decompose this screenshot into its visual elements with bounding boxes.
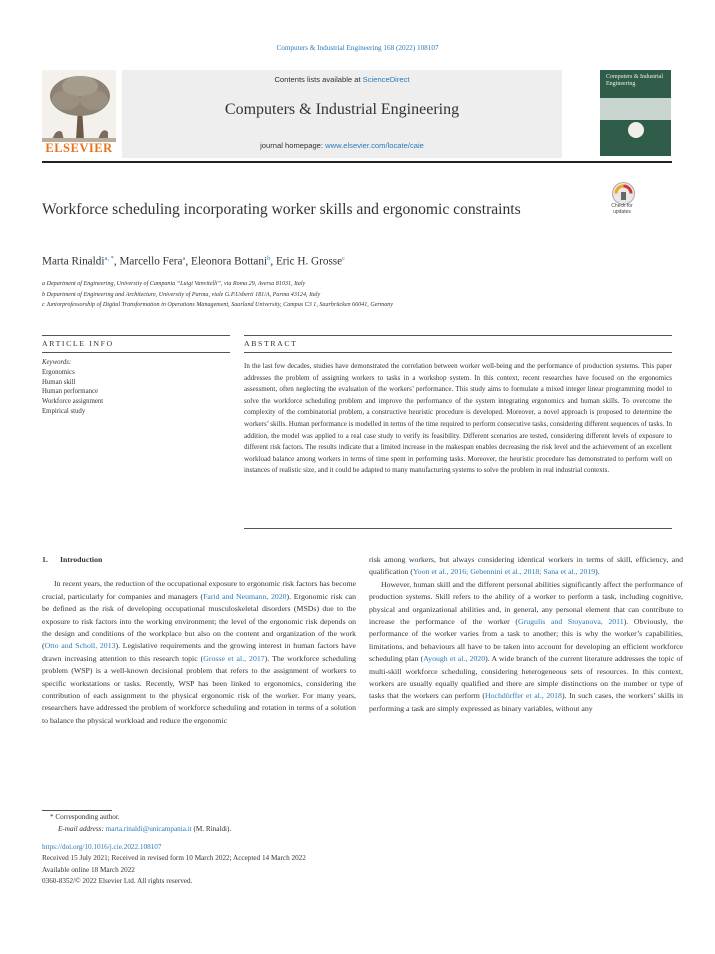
author-affiliation-marker[interactable]: b: [267, 255, 271, 262]
footnote-rule: [42, 810, 112, 811]
email-label: E-mail address:: [58, 824, 106, 833]
paragraph-text: ). The workforce scheduling problem (WSP) is a well-known decisional problem that refers to the assignment of workers to specific workstations or tasks. Recently, WSP has been linked to ergonomics, considering the contribution of each assignment to the physical ergonomic risk of the worker. For many years, researchers have addressed the problem of workforce scheduling and rotation in terms of a solution to balance the physical workload and reduce the ergonomic: [42, 653, 356, 725]
footnote: [42, 812, 442, 835]
author-affiliation-marker[interactable]: c: [342, 255, 346, 262]
citation-link[interactable]: Grosse et al., 2017: [203, 653, 265, 663]
check-updates-label: Check for updates: [611, 203, 633, 215]
journal-banner: [122, 70, 562, 158]
body-paragraphs-right: [369, 554, 683, 715]
keyword-item: Empirical study: [42, 407, 86, 415]
contents-line: [122, 75, 562, 84]
paragraph-text: ). Legislative requirements and the growing interest in human factors have drawn increasing attention to this research topic (: [42, 641, 356, 663]
received-dates: Received 15 July 2021; Received in revised form 10 March 2022; Accepted 14 March 2022: [42, 854, 306, 863]
journal-masthead: [42, 70, 670, 158]
affiliation-item: c Juniorprofessorship of Digital Transformation in Operations Management, Saarland University, Campus C3 1, Saarbrücken 66041, Germany: [42, 302, 394, 308]
homepage-line: [122, 141, 562, 150]
publisher-wordmark: ELSEVIER: [45, 141, 113, 155]
journal-cover-image: [600, 70, 671, 156]
paragraph-text: In recent years, the reduction of the occupational exposure to ergonomic risk factors has become crucial, particularly for companies and managers (: [42, 579, 356, 601]
author-affiliation-marker[interactable]: a, *: [104, 255, 114, 262]
abstract-end-rule: [244, 528, 672, 529]
citation-link[interactable]: Hochdörffer et al., 2018: [485, 691, 562, 701]
body-column-left: [42, 554, 356, 727]
email-link[interactable]: marta.rinaldi@unicampania.it: [105, 824, 192, 833]
email-suffix: (M. Rinaldi).: [191, 824, 232, 833]
masthead-divider: [42, 161, 672, 163]
paragraph-text: ). In such cases, the workers’ skills in performing a task are simply expressed as binary variables, without any: [369, 691, 684, 713]
elsevier-tree-icon: [42, 70, 116, 142]
affiliations: [42, 279, 672, 311]
citation-link[interactable]: Otto and Scholl, 2013: [44, 641, 116, 651]
section-title: Introduction: [60, 555, 103, 564]
copyright-line: 0360-8352/© 2022 Elsevier Ltd. All rights reserved.: [42, 877, 193, 886]
abstract-rule: [244, 335, 672, 336]
body-paragraph: [42, 578, 356, 727]
paragraph-text: risk among workers, but always considering identical workers in terms of skill, efficiency, and qualification (: [369, 555, 683, 577]
body-paragraph: [369, 554, 683, 579]
abstract-text: In the last few decades, studies have demonstrated the correlation between worker well-being and the performance of production systems. This paper addresses the problem of assigning workers to tasks in a workshop system. In this context, recent researches have focused on the ergonomics assessment, often neglecting the evaluation of the workers’ performance. This study aims to formulate a mixed integer linear programming model to solve the workforce scheduling problem and improve the performance of the system integrating ergonomics and human skills. To overcome the complexity of the combinatorial problem, a constructive heuristic procedure is developed. Moreover, a novel approach is proposed to determine the workers’ skills. Human performance is modelled in terms of the time required to perform consecutive tasks, considering different sequences of tasks. In addition, the model was applied to a real case study to verify its feasibility. Different scenarios are tested, considering different levels of exposure to different risk factors. The results indicate that a limited increase in the makespan enables decreasing the risk level and the achievement of an excellent workload balance among workers in terms of time spent in performing tasks. Moreover, the heuristic procedure has demonstrated to perform well on instances of realistic size, and it could be adapted to many manufacturing systems to solve the problem in real industrial contexts.: [244, 362, 672, 475]
keywords-block: [42, 358, 232, 417]
homepage-link[interactable]: www.elsevier.com/locate/caie: [325, 141, 424, 150]
author-affiliation-marker[interactable]: a: [182, 255, 186, 262]
cover-band: [600, 98, 671, 120]
author-name[interactable]: Marta Rinaldi: [42, 255, 105, 268]
citation-link[interactable]: Farid and Neumann, 2020: [203, 591, 287, 601]
available-online: Available online 18 March 2022: [42, 865, 135, 874]
doi-link[interactable]: https://doi.org/10.1016/j.cie.2022.108107: [42, 843, 162, 851]
contents-prefix: Contents lists available at: [274, 75, 363, 84]
elsevier-logo: [42, 70, 116, 158]
author-name[interactable]: Eric H. Grosse: [275, 255, 343, 268]
body-paragraphs-left: [42, 578, 356, 727]
check-updates-icon: [612, 182, 635, 205]
abstract-heading: ABSTRACT: [244, 339, 298, 348]
article-info-rule: [42, 335, 230, 336]
paragraph-text: ). Ergonomic risk can be defined as the risk of developing occupational musculoskeletal disorders (MSDs) due to the exposure to risk factors into the working environment; the level of the ergonomic risk depends on the design and conditions of the workplace but also on the content and organization of the work (: [42, 591, 357, 651]
keyword-item: Ergonomics: [42, 368, 75, 376]
homepage-prefix: journal homepage:: [260, 141, 326, 150]
running-head[interactable]: Computers & Industrial Engineering 168 (2022) 108107: [276, 44, 439, 52]
author-name[interactable]: Marcello Fera: [119, 255, 183, 268]
keywords-label: Keywords:: [42, 359, 72, 366]
citation-link[interactable]: Yoon et al., 2016; Gebennini et al., 2018; Sana et al., 2019: [412, 567, 596, 577]
sciencedirect-link[interactable]: ScienceDirect: [362, 75, 410, 84]
check-for-updates-button[interactable]: [602, 182, 642, 216]
paragraph-text: ). A wide branch of the current literature addresses the topic of multi-skill workforce scheduling, considering heterogeneous sets of resources. In this context, workers are usually equally qualified and there are simple distinctions on the number or type of tasks that the workers can perform (: [369, 654, 683, 701]
section-heading: [42, 554, 356, 566]
keyword-item: Human performance: [42, 388, 99, 396]
author-name[interactable]: Eleonora Bottani: [190, 255, 268, 268]
article-history: [42, 842, 442, 888]
corresponding-note: Corresponding author.: [55, 813, 120, 821]
keyword-item: Workforce assignment: [42, 398, 104, 406]
body-paragraph: [369, 579, 683, 715]
paragraph-text: ). Obviously, the performance of the worker varies from a task to another; this is why the worker’s capabilities, limitations, and behaviours all have to be taken into account for developing an efficient workforce scheduling plan (: [369, 617, 683, 664]
affiliation-item: a Department of Engineering, University of Campania “Luigi Vanvitelli”, via Roma 29, Aversa 81031, Italy: [42, 281, 306, 287]
author-list: Marta Rinaldi$^{a, *}$, Marcello Fera$^a$, Eleonora Bottani$^b$, Eric H. Grosse$^c$: [42, 255, 346, 268]
article-title: Workforce scheduling incorporating worker skills and ergonomic constraints: [42, 201, 521, 218]
abstract-rule: [244, 352, 672, 353]
footnote-star: *: [50, 813, 54, 821]
paragraph-text: ).: [595, 567, 600, 577]
journal-title: Computers & Industrial Engineering: [224, 101, 460, 118]
cover-title: Computers & Industrial Engineering: [606, 74, 663, 87]
article-info-rule: [42, 352, 230, 353]
citation-link[interactable]: Ayough et al., 2020: [423, 654, 486, 664]
article-info-heading: ARTICLE INFO: [42, 339, 114, 348]
cover-emblem-icon: [628, 122, 644, 138]
affiliation-item: b Department of Engineering and Architecture, University of Parma, viale G.P.Usberti 181/A, Parma 43124, Italy: [42, 291, 321, 298]
citation-link[interactable]: Grugulis and Stoyanova, 2011: [518, 617, 624, 627]
keyword-item: Human skill: [42, 378, 76, 386]
paragraph-text: However, human skill and the different personal abilities significantly affect the performance of production systems. Skill refers to the ability of a worker to perform a task, including cognitive, physical and organizational abilities and, in general, any personal element that can contribute to increase the performance of the worker (: [369, 579, 683, 627]
section-number: 1.: [42, 555, 48, 564]
body-column-right: [369, 554, 683, 715]
